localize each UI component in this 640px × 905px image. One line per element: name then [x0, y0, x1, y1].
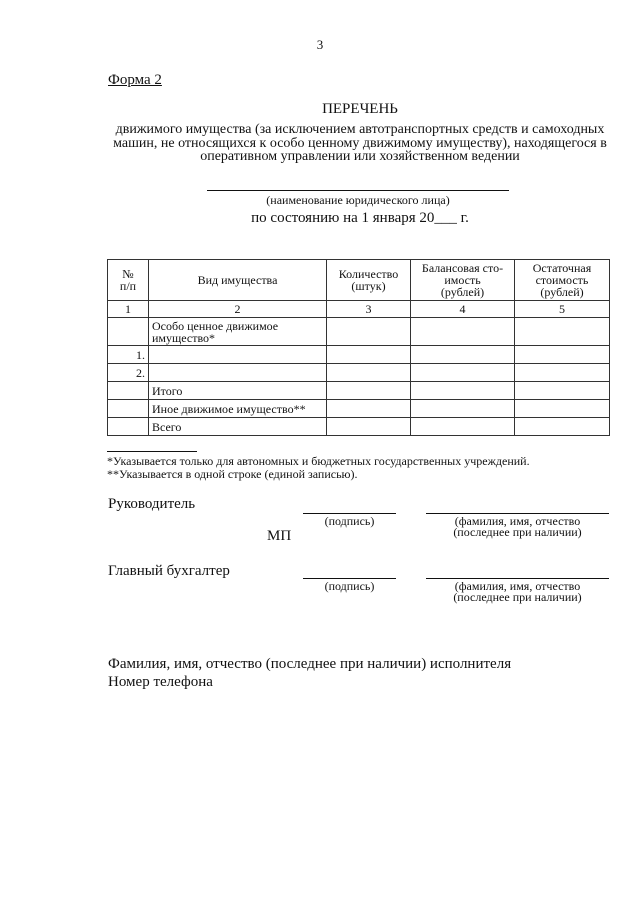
- form-label: Форма 2: [108, 72, 162, 88]
- property-table: [107, 259, 610, 436]
- accountant-name-caption-2: (последнее при наличии): [453, 590, 582, 604]
- stamp-place: МП: [267, 528, 292, 544]
- header-number: [108, 260, 149, 301]
- header-residual-value: [515, 260, 610, 301]
- row-kind: Итого: [149, 382, 327, 400]
- row-quantity: [327, 400, 411, 418]
- table-row: [108, 346, 610, 364]
- document-title: ПЕРЕЧЕНЬ: [322, 101, 398, 117]
- row-quantity: [327, 318, 411, 346]
- footnote-2: **Указывается в одной строке (единой записью).: [107, 467, 358, 481]
- footnote-1: *Указывается только для автономных и бюджетных государственных учреждений.: [107, 454, 530, 468]
- column-number: 4: [411, 301, 515, 318]
- phone-label: Номер телефона: [108, 674, 213, 690]
- row-kind: Иное движимое имущество**: [149, 400, 327, 418]
- accountant-signature-caption: (подпись): [324, 579, 375, 593]
- row-kind: Всего: [149, 418, 327, 436]
- header-qty-line2: (штук): [351, 279, 386, 293]
- header-bal-line1: Балансовая сто-: [421, 261, 504, 275]
- header-bal-line3: (рублей): [440, 285, 485, 299]
- row-balance: [411, 318, 515, 346]
- table-row: [108, 400, 610, 418]
- column-numbers-row: [108, 301, 610, 318]
- row-residual: [515, 364, 610, 382]
- row-residual: [515, 318, 610, 346]
- row-balance: [411, 400, 515, 418]
- column-number: 1: [108, 301, 149, 318]
- row-residual: [515, 346, 610, 364]
- header-res-line1: Остаточная: [532, 261, 592, 275]
- header-qty-line1: Количество: [338, 267, 399, 281]
- accountant-name-caption-1: (фамилия, имя, отчество: [454, 579, 581, 593]
- header-res-line3: (рублей): [540, 285, 584, 299]
- org-name-caption: (наименование юридического лица): [266, 193, 450, 207]
- footnote-divider: [107, 451, 197, 452]
- head-label: Руководитель: [108, 496, 196, 512]
- row-balance: [411, 382, 515, 400]
- row-balance: [411, 364, 515, 382]
- row-kind: [149, 346, 327, 364]
- accountant-label: Главный бухгалтер: [108, 563, 230, 579]
- header-kind: Вид имущества: [149, 260, 327, 301]
- header-balance-value: [411, 260, 515, 301]
- header-pp-line: п/п: [119, 279, 137, 293]
- row-quantity: [327, 346, 411, 364]
- row-number: [108, 318, 149, 346]
- row-number: 1.: [108, 346, 149, 364]
- as-of-date: по состоянию на 1 января 20___ г.: [251, 210, 469, 226]
- table-row: [108, 364, 610, 382]
- row-balance: [411, 346, 515, 364]
- row-quantity: [327, 382, 411, 400]
- row-number: [108, 400, 149, 418]
- head-name-caption-1: (фамилия, имя, отчество: [454, 514, 581, 528]
- row-kind: [149, 364, 327, 382]
- row-quantity: [327, 418, 411, 436]
- row-balance: [411, 418, 515, 436]
- row-kind: Особо ценное движимое имущество*: [149, 318, 327, 346]
- row-number: 2.: [108, 364, 149, 382]
- table-header-row: [108, 260, 610, 301]
- column-number: 2: [149, 301, 327, 318]
- head-name-caption-2: (последнее при наличии): [453, 525, 582, 539]
- header-num-line: №: [122, 267, 134, 281]
- executor-label: Фамилия, имя, отчество (последнее при наличии) исполнителя: [108, 656, 512, 672]
- column-number: 5: [515, 301, 610, 318]
- row-residual: [515, 382, 610, 400]
- row-number: [108, 382, 149, 400]
- row-number: [108, 418, 149, 436]
- header-bal-line2: имость: [444, 273, 481, 287]
- table-row: [108, 318, 610, 346]
- head-signature-caption: (подпись): [324, 514, 375, 528]
- column-number: 3: [327, 301, 411, 318]
- header-quantity: [327, 260, 411, 301]
- page-number: 3: [316, 37, 324, 52]
- table-row: [108, 418, 610, 436]
- row-quantity: [327, 364, 411, 382]
- header-res-line2: стоимость: [535, 273, 589, 287]
- row-residual: [515, 400, 610, 418]
- table-row: [108, 382, 610, 400]
- document-subtitle: движимого имущества (за исключением автотранспортных средств и самоходных машин, не относящихся к особо ценному движимому имуществу), находящегося в оперативном управлении или хозяйственном ведении: [113, 122, 607, 164]
- org-name-line: [207, 190, 509, 191]
- row-residual: [515, 418, 610, 436]
